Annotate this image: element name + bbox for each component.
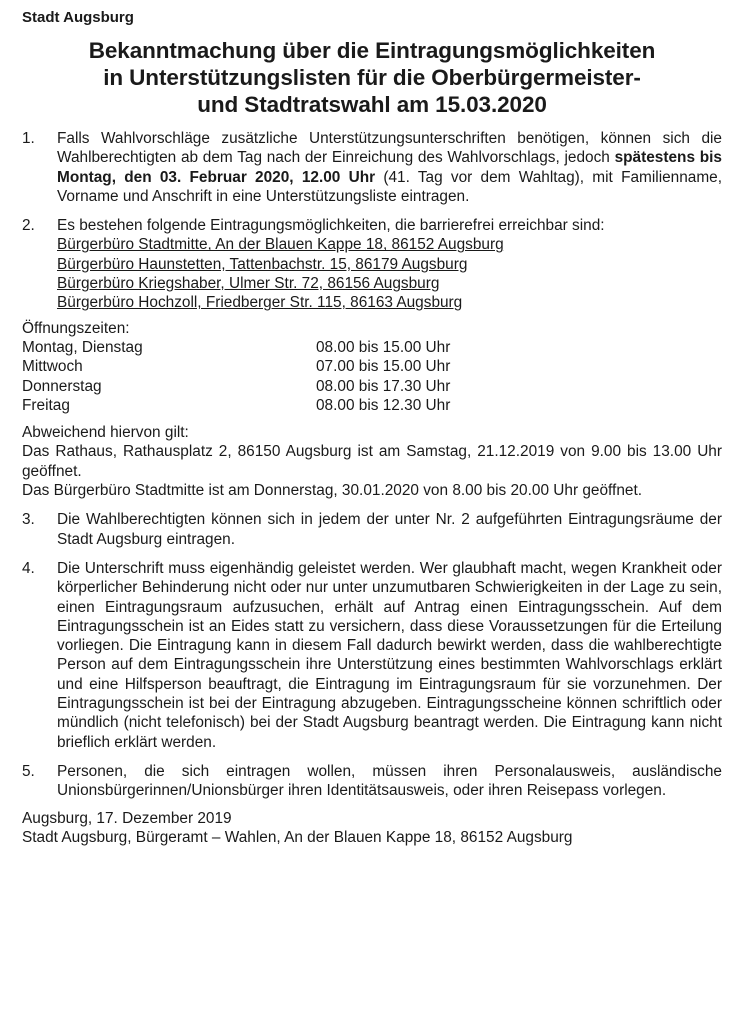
office-link-haunstetten[interactable]: Bürgerbüro Haunstetten, Tattenbachstr. 15, 86179 Augsburg [57,255,468,273]
item-number: 5. [22,762,35,780]
item-text [57,129,722,206]
list-item-1 [22,129,722,206]
item-text: Personen, die sich eintragen wollen, müssen ihren Personalausweis, ausländische Unionsbürgerinnen/Unionsbürger ihren Identitätsausweis, oder ihren Reisepass vorlegen. [57,762,722,800]
announcement-document [22,8,722,847]
organization-name: Stadt Augsburg [22,9,134,26]
list-item-3 [22,510,722,549]
item-text: Die Wahlberechtigten können sich in jedem der unter Nr. 2 aufgeführten Eintragungsräume der Stadt Augsburg eintragen. [57,511,722,548]
document-footer [22,809,722,848]
hours-time: 07.00 bis 15.00 Uhr [316,358,451,376]
document-body [22,129,722,847]
hours-row [22,377,722,396]
list-item-4 [22,559,722,752]
hours-time: 08.00 bis 12.30 Uhr [316,396,451,414]
opening-hours [22,319,722,415]
hours-time: 08.00 bis 15.00 Uhr [316,338,451,356]
item-text [57,216,722,312]
item-number: 4. [22,559,35,577]
list-item-5 [22,762,722,801]
deadline-bold: spätestens bis Montag, den 03. Februar 2020, 12.00 Uhr [57,149,722,186]
hours-row [22,357,722,376]
item1-text-b: (41. Tag vor dem Wahltag), mit Familienname, Vorname und Anschrift in eine Unterstützungsliste eintragen. [57,168,723,205]
hours-day: Freitag [22,396,70,414]
item-number: 2. [22,217,35,235]
office-link-stadtmitte[interactable]: Bürgerbüro Stadtmitte, An der Blauen Kappe 18, 86152 Augsburg [57,236,504,254]
title-line-3: und Stadtratswahl am 15.03.2020 [197,92,547,117]
title-line-1: Bekanntmachung über die Eintragungsmöglichkeiten [88,38,656,63]
title-line-2: in Unterstützungslisten für die Oberbürgermeister- [103,65,641,90]
list-item-2 [22,216,722,312]
hours-time: 08.00 bis 17.30 Uhr [316,377,451,395]
item2-text: Es bestehen folgende Eintragungsmöglichkeiten, die barrierefrei erreichbar sind: [57,217,605,235]
opening-hours-heading: Öffnungszeiten: [22,319,130,337]
item1-text-a: Falls Wahlvorschläge zusätzliche Unterstützungsunterschriften benötigen, können sich die Wahlberechtigten ab dem Tag nach der Einreichung des Wahlvorschlags, jedoch [57,130,722,167]
exceptions-heading: Abweichend hiervon gilt: [22,424,189,442]
hours-day: Mittwoch [22,358,83,376]
hours-day: Montag, Dienstag [22,338,143,356]
hours-row [22,396,722,415]
exception-rathaus: Das Rathaus, Rathausplatz 2, 86150 Augsburg ist am Samstag, 21.12.2019 von 9.00 bis 13.00 Uhr geöffnet. [22,443,722,480]
exceptions-section [22,423,722,500]
footer-date: Augsburg, 17. Dezember 2019 [22,809,232,827]
item-text: Die Unterschrift muss eigenhändig geleistet werden. Wer glaubhaft macht, wegen Krankheit oder körperlicher Behinderung nicht oder nur unter unzumutbaren Schwierigkeiten in der Lage zu sein, einen Eintragungsraum aufzusuchen, erhält auf Antrag einen Eintragungsschein. Auf dem Eintragungsschein ist an Eides statt zu versichern, dass diese Voraussetzungen für die Erteilung vorliegen. Die Eintragung kann in diesem Fall dadurch bewirkt werden, dass die wahlberechtigte Person auf dem Eintragungsschein ihre Unterstützung eines bestimmten Wahlvorschlags erklärt und eine Hilfsperson beauftragt, die Eintragung im Eintragungsraum für sie vorzunehmen. Der Eintragungsschein ist bei der Eintragung abzugeben. Eintragungsscheine können schriftlich oder mündlich (nicht telefonisch) bei der Stadt Augsburg beantragt werden. Die Eintragung kann nicht brieflich erklärt werden. [57,559,722,751]
office-link-kriegshaber[interactable]: Bürgerbüro Kriegshaber, Ulmer Str. 72, 86156 Augsburg [57,275,440,293]
hours-day: Donnerstag [22,377,102,395]
hours-row [22,338,722,357]
item-number: 3. [22,511,35,529]
office-link-hochzoll[interactable]: Bürgerbüro Hochzoll, Friedberger Str. 115, 86163 Augsburg [57,294,463,312]
page-title [22,37,722,118]
item-number: 1. [22,130,35,147]
footer-signature: Stadt Augsburg, Bürgeramt – Wahlen, An der Blauen Kappe 18, 86152 Augsburg [22,828,573,846]
exception-stadtmitte: Das Bürgerbüro Stadtmitte ist am Donnerstag, 30.01.2020 von 8.00 bis 20.00 Uhr geöffnet. [22,482,642,500]
